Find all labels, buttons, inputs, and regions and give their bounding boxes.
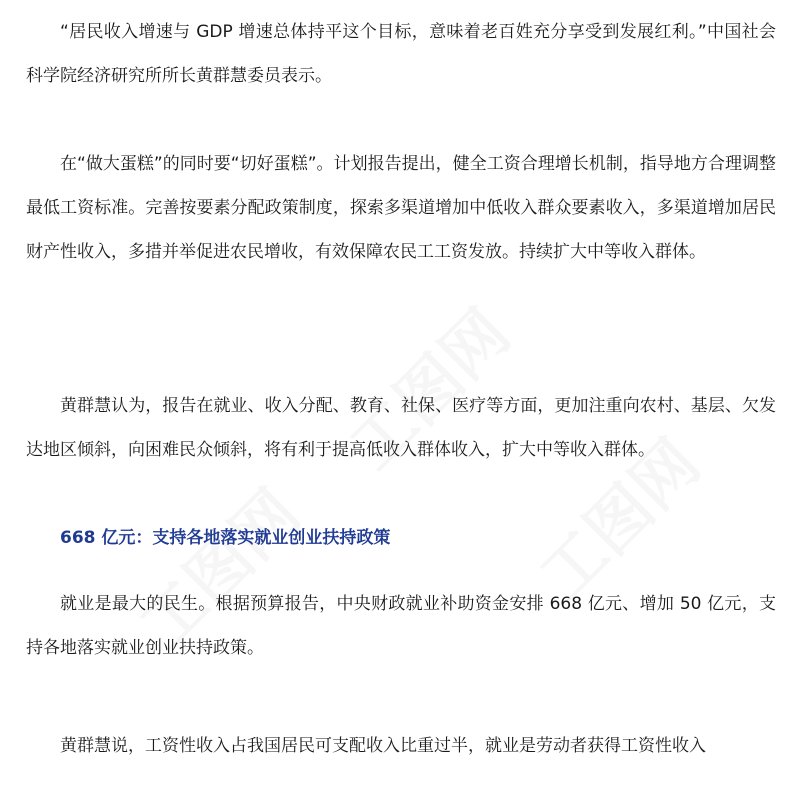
paragraph-employment: 就业是最大的民生。根据预算报告，中央财政就业补助资金安排 668 亿元、增加 50 亿元，支持各地落实就业创业扶持政策。 — [26, 594, 776, 658]
paragraph-cake: 在“做大蛋糕”的同时要“切好蛋糕”。计划报告提出，健全工资合理增长机制，指导地方合理调整最低工资标准。完善按要素分配政策制度，探索多渠道增加中低收入群众要素收入，多渠道增加居民财产性收入，多措并举促进农民增收，有效保障农民工工资发放。持续扩大中等收入群体。 — [26, 154, 776, 262]
paragraph-quote: “居民收入增速与 GDP 增速总体持平这个目标，意味着老百姓充分享受到发展红利。”中国社会科学院经济研究所所长黄群慧委员表示。 — [26, 22, 776, 86]
paragraph-huang-opinion: 黄群慧认为，报告在就业、收入分配、教育、社保、医疗等方面，更加注重向农村、基层、欠发达地区倾斜，向困难民众倾斜，将有利于提高低收入群体收入，扩大中等收入群体。 — [26, 396, 776, 460]
section-heading: 668 亿元：支持各地落实就业创业扶持政策 — [60, 528, 391, 548]
paragraph-wage-income: 黄群慧说，工资性收入占我国居民可支配收入比重过半，就业是劳动者获得工资性收入 — [60, 736, 706, 756]
